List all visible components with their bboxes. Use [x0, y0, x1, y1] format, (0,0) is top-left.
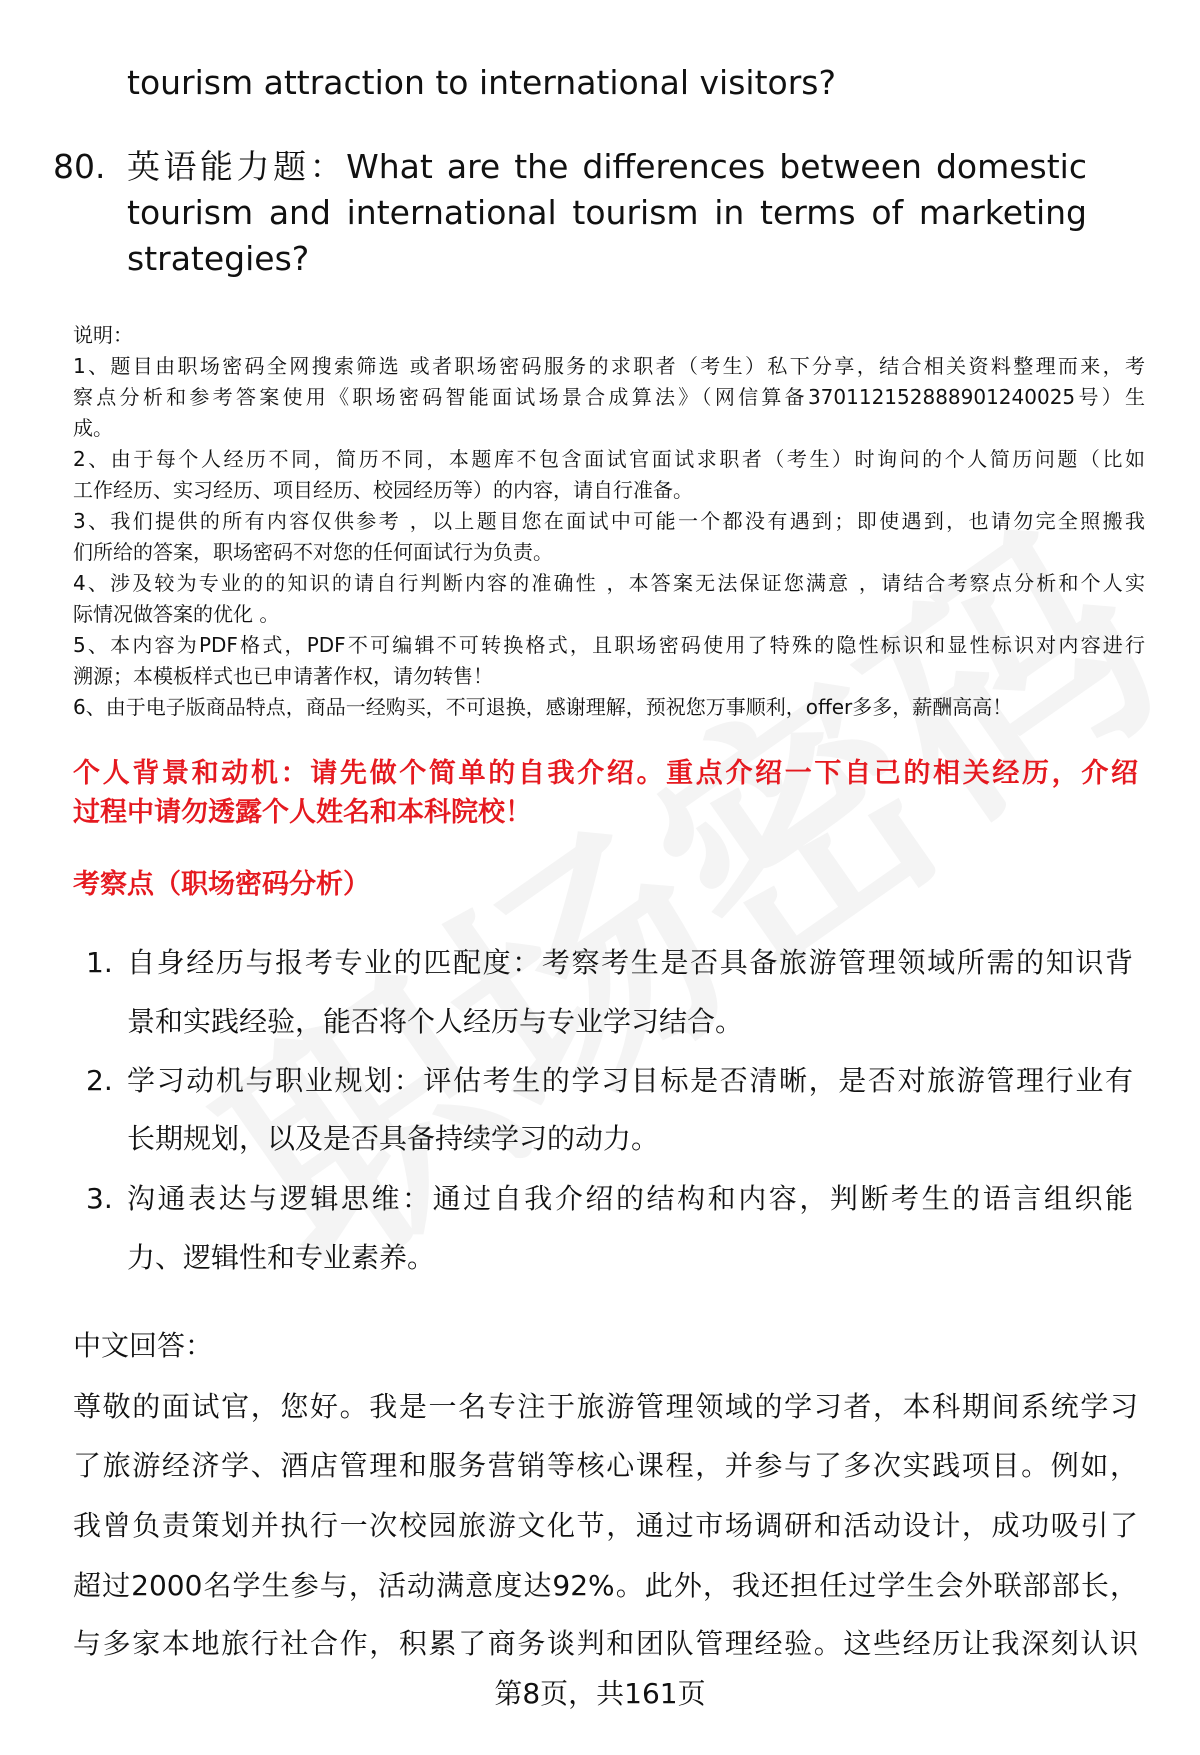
note-line: 成。	[73, 416, 113, 440]
note-line: 溯源；本模板样式也已申请著作权，请勿转售！	[73, 664, 493, 688]
analysis-item-line: 长期规划，以及是否具备持续学习的动力。	[127, 1122, 660, 1155]
note-line: 5、本内容为PDF格式，PDF不可编辑不可转换格式，且职场密码使用了特殊的隐性标识和显性标识对内容进行	[73, 633, 1145, 657]
question-line: 英语能力题：What are the differences between domestic	[127, 147, 1087, 186]
analysis-item-line: 沟通表达与逻辑思维：通过自我介绍的结构和内容，判断考生的语言组织能	[127, 1182, 1133, 1215]
note-line: 4、涉及较为专业的的知识的请自行判断内容的准确性 ，本答案无法保证您满意 ，请结合考察点分析和个人实	[73, 571, 1145, 595]
answer-line: 与多家本地旅行社合作，积累了商务谈判和团队管理经验。这些经历让我深刻认识	[73, 1627, 1138, 1660]
note-line: 察点分析和参考答案使用《职场密码智能面试场景合成算法》（网信算备370112152888901240025号）生	[73, 385, 1145, 409]
note-line: 1、题目由职场密码全网搜索筛选 或者职场密码服务的求职者（考生）私下分享，结合相关资料整理而来，考	[73, 354, 1145, 378]
analysis-item-number: 3.	[86, 1182, 113, 1215]
note-line: 3、我们提供的所有内容仅供参考 ，以上题目您在面试中可能一个都没有遇到；即使遇到，也请勿完全照搬我	[73, 509, 1145, 533]
interview-question-heading: 过程中请勿透露个人姓名和本科院校！	[73, 797, 532, 828]
analysis-item-line: 自身经历与报考专业的匹配度：考察考生是否具备旅游管理领域所需的知识背	[127, 946, 1133, 979]
page-footer: 第8页，共161页	[494, 1677, 706, 1710]
note-line: 6、由于电子版商品特点，商品一经购买，不可退换，感谢理解，预祝您万事顺利，offer多多，薪酬高高！	[73, 695, 1013, 719]
note-line: 2、由于每个人经历不同，简历不同，本题库不包含面试官面试求职者（考生）时询问的个人简历问题（比如	[73, 447, 1145, 471]
analysis-item-number: 2.	[86, 1064, 113, 1097]
answer-line: 超过2000名学生参与，活动满意度达92%。此外，我还担任过学生会外联部部长，	[73, 1569, 1138, 1602]
answer-line: 我曾负责策划并执行一次校园旅游文化节，通过市场调研和活动设计，成功吸引了	[73, 1509, 1138, 1542]
question-number: 80.	[53, 147, 106, 186]
previous-question-tail: tourism attraction to international visitors?	[127, 63, 836, 102]
analysis-item-line: 景和实践经验，能否将个人经历与专业学习结合。	[127, 1005, 744, 1038]
note-line: 际情况做答案的优化 。	[73, 602, 280, 626]
analysis-item-line: 力、逻辑性和专业素养。	[127, 1241, 436, 1274]
note-line: 们所给的答案，职场密码不对您的任何面试行为负责。	[73, 540, 553, 564]
analysis-heading: 考察点（职场密码分析）	[73, 869, 370, 900]
note-line: 工作经历、实习经历、项目经历、校园经历等）的内容，请自行准备。	[73, 478, 693, 502]
answer-line: 了旅游经济学、酒店管理和服务营销等核心课程，并参与了多次实践项目。例如，	[73, 1449, 1138, 1482]
analysis-item-line: 学习动机与职业规划：评估考生的学习目标是否清晰，是否对旅游管理行业有	[127, 1064, 1133, 1097]
notes-title: 说明：	[73, 323, 133, 347]
answer-line: 尊敬的面试官，您好。我是一名专注于旅游管理领域的学习者，本科期间系统学习	[73, 1390, 1138, 1423]
analysis-item-number: 1.	[86, 946, 113, 979]
answer-label: 中文回答：	[73, 1329, 214, 1362]
question-line: tourism and international tourism in terms of marketing	[127, 193, 1087, 232]
question-line: strategies?	[127, 239, 310, 278]
interview-question-heading: 个人背景和动机：请先做个简单的自我介绍。重点介绍一下自己的相关经历，介绍	[73, 758, 1138, 789]
